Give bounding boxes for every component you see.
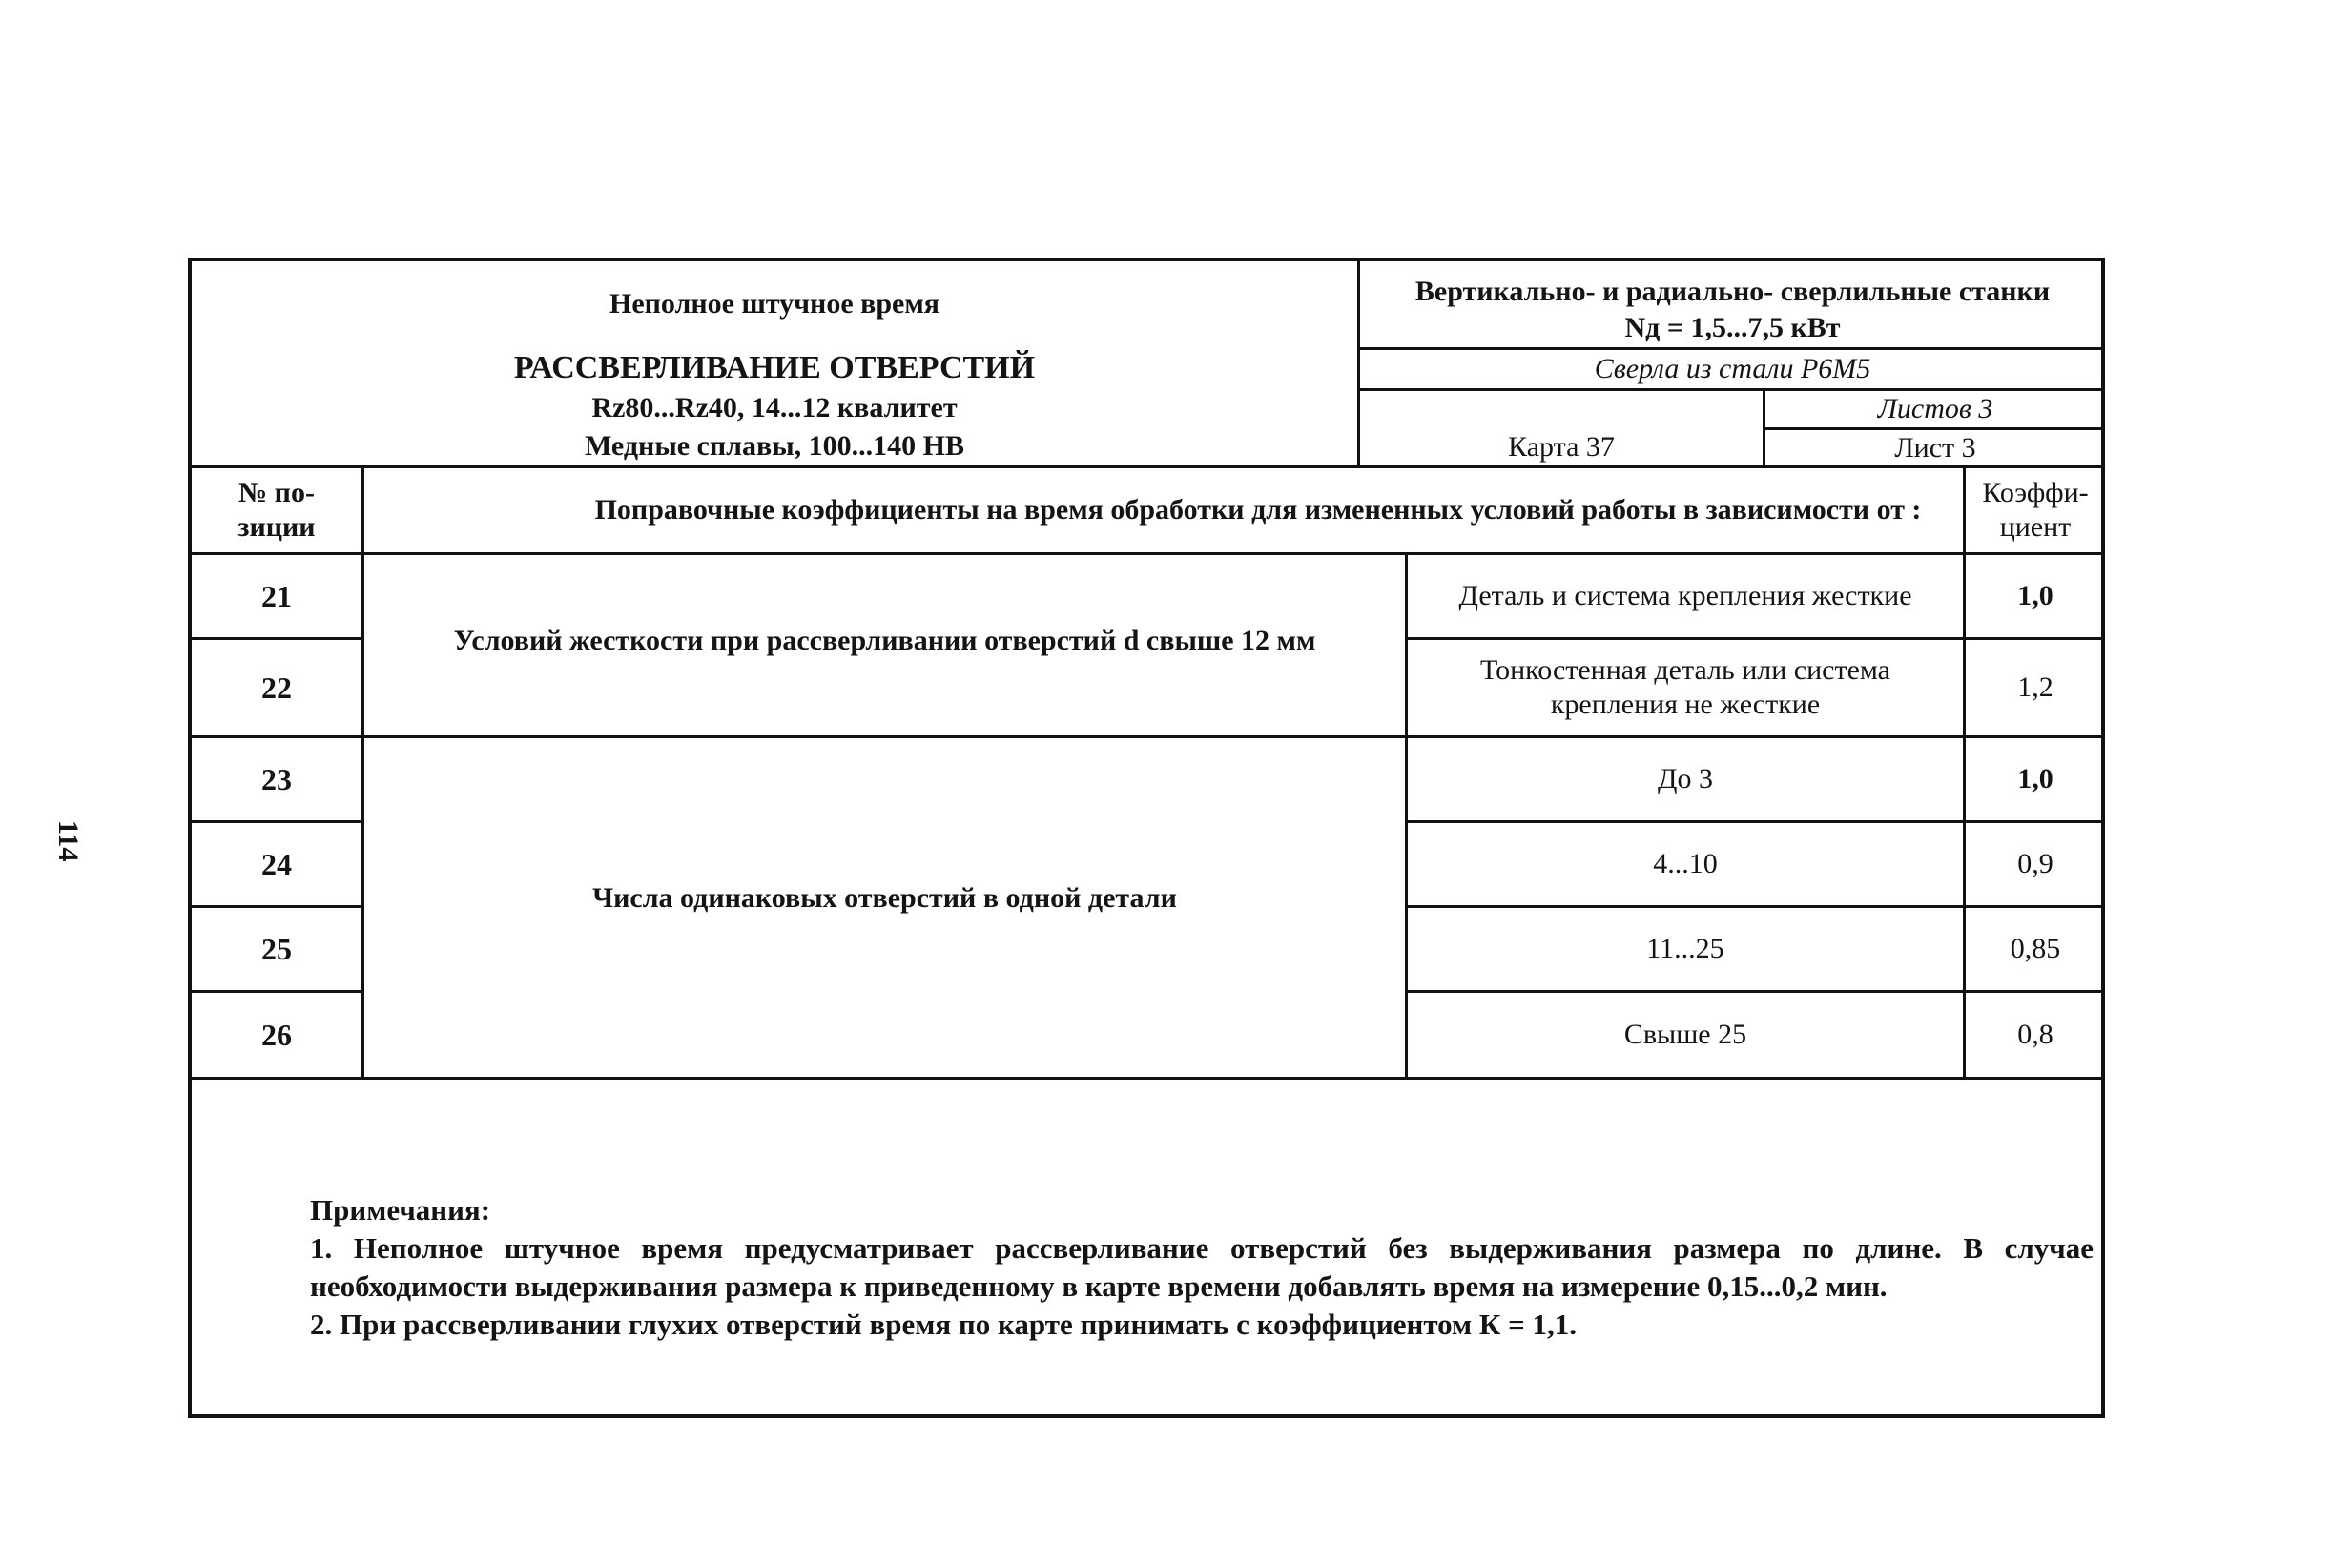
position-cell: 21 — [261, 578, 292, 613]
norm-card — [188, 258, 2105, 1418]
rule — [192, 637, 364, 640]
variant-cell: Тонкостенная деталь или система крепления не жесткие — [1480, 654, 1890, 720]
coefficient-cell: 1,0 — [2017, 763, 2053, 794]
rule — [1405, 637, 2105, 640]
coefficient-cell: 1,0 — [2017, 580, 2053, 611]
col-position-header: № по- зиции — [237, 477, 316, 543]
drill-material: Сверла из стали Р6М5 — [1594, 353, 1871, 384]
coefficient-cell: 0,8 — [2017, 1019, 2053, 1050]
rule — [1405, 990, 2105, 993]
col-coefficient-header: Коэффи- циент — [1982, 477, 2089, 543]
coefficient-cell: 1,2 — [2017, 671, 2053, 703]
card-subtitle: Неполное штучное время — [609, 288, 940, 320]
condition-cell: Условий жесткости при рассверливании отверстий d свыше 12 мм — [453, 624, 1316, 656]
card-title: РАССВЕРЛИВАНИЕ ОТВЕРСТИЙ — [513, 349, 1036, 385]
card-number: Карта 37 — [1508, 431, 1615, 463]
notes-heading: Примечания: — [310, 1193, 491, 1227]
rule — [192, 820, 364, 823]
coefficient-cell: 0,85 — [2010, 933, 2061, 964]
note-item: 2. При рассверливании глухих отверстий время по карте принимать с коэффициентом К = 1,1. — [310, 1308, 1578, 1341]
page-number: 114 — [52, 820, 84, 862]
rule — [1763, 388, 1765, 465]
machine-type: Вертикально- и радиально- сверлильные станки — [1414, 276, 2051, 307]
rule — [1963, 465, 1966, 1077]
variant-cell: Свыше 25 — [1623, 1019, 1747, 1050]
rule — [1763, 427, 2105, 430]
coefficient-cell: 0,9 — [2017, 848, 2053, 879]
variant-cell: 4...10 — [1653, 848, 1718, 879]
col-description-header: Поправочные коэффициенты на время обработки для измененных условий работы в зависимости от : — [594, 494, 1922, 526]
rule — [1405, 820, 2105, 823]
position-cell: 24 — [261, 846, 292, 881]
power-range: Nд = 1,5...7,5 кВт — [1624, 312, 1841, 343]
variant-cell: До 3 — [1658, 763, 1713, 794]
rule — [361, 465, 364, 1077]
rule — [1405, 905, 2105, 908]
position-cell: 23 — [261, 761, 292, 796]
sheet-number: Лист 3 — [1894, 431, 1976, 464]
header-divider — [1357, 261, 1360, 465]
position-cell: 25 — [261, 931, 292, 966]
rule — [1357, 347, 2105, 350]
condition-cell: Числа одинаковых отверстий в одной детали — [592, 881, 1177, 914]
rule — [1405, 552, 1408, 1077]
material-line: Медные сплавы, 100...140 НВ — [585, 430, 964, 462]
note-item: 1. Неполное штучное время предусматривает рассверливание отверстий без выдерживания размера по длине. В случае необходимости выдерживания размера к приведенному в карте времени добавлять время на измерение 0,15...0,2 мин. — [310, 1231, 2094, 1303]
variant-cell: 11...25 — [1646, 933, 1724, 964]
sheets-total: Листов 3 — [1877, 393, 1993, 424]
position-cell: 26 — [261, 1017, 292, 1052]
tolerance-line: Rz80...Rz40, 14...12 квалитет — [591, 392, 958, 423]
position-cell: 22 — [261, 670, 292, 705]
notes-block — [203, 1191, 2094, 1344]
variant-cell: Деталь и система крепления жесткие — [1458, 580, 1912, 611]
rule — [1357, 388, 2105, 391]
rule — [192, 990, 364, 993]
rule — [192, 1077, 2105, 1080]
rule — [192, 905, 364, 908]
